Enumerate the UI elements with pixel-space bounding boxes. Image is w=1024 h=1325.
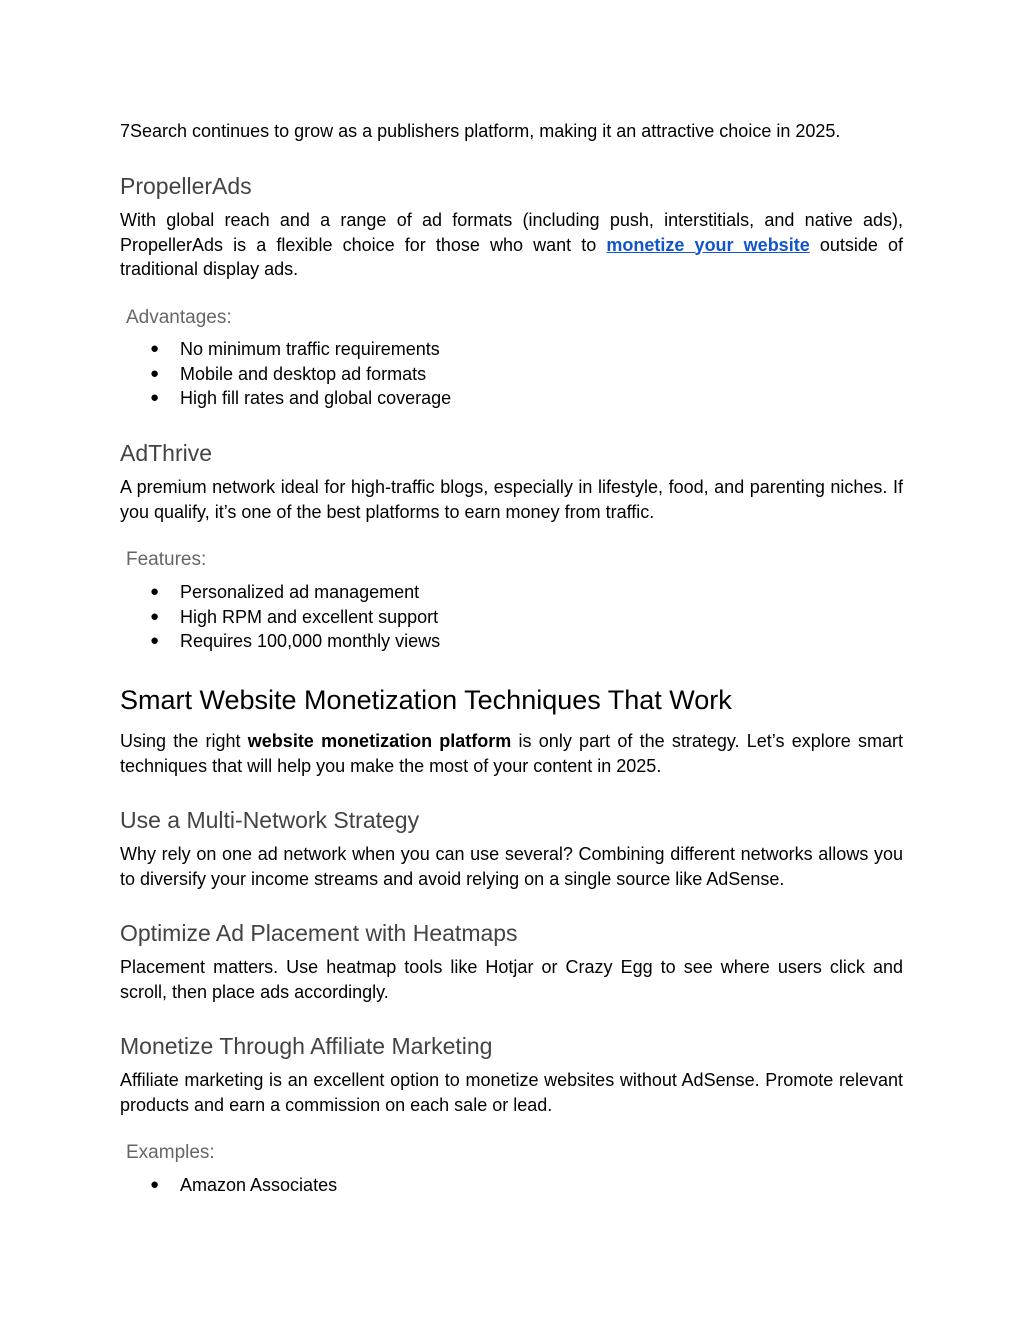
propellerads-text-before: With global reach and a range of ad formats (including push, interstitials, and native ads), PropellerAds is a flexible choice for those who want to [120,210,903,255]
list-item [120,337,903,362]
bullet-icon: ● [150,632,160,649]
monetize-website-link[interactable]: monetize your website [606,234,810,255]
techniques-text [120,729,903,778]
multi-network-heading: Use a Multi-Network Strategy [120,807,420,833]
propellerads-heading-block [120,172,903,200]
features-list [120,580,903,654]
advantages-list [120,337,903,411]
heatmaps-heading: Optimize Ad Placement with Heatmaps [120,920,518,946]
bullet-icon: ● [150,583,160,600]
list-item-text: Amazon Associates [180,1175,338,1195]
adthrive-heading: AdThrive [120,440,213,466]
adthrive-text: A premium network ideal for high-traffic blogs, especially in lifestyle, food, and parenting niches. If you qualify, it’s one of the best platforms to earn money from traffic. [120,477,903,522]
bullet-icon: ● [150,1176,160,1193]
list-item [120,1173,903,1198]
intro-text: 7Search continues to grow as a publishers platform, making it an attractive choice in 2025. [120,121,841,141]
list-item-text: No minimum traffic requirements [180,339,440,359]
propellerads-heading: PropellerAds [120,173,252,199]
bullet-icon: ● [150,607,160,625]
adthrive-heading-block [120,439,903,467]
list-item-text: Requires 100,000 monthly views [180,631,441,651]
techniques-text-before: Using the right [120,731,248,751]
advantages-label: Advantages: [126,307,232,328]
examples-list [120,1173,903,1198]
bullet-icon: ● [150,340,160,357]
advantages-label-block [120,306,903,330]
features-label: Features: [126,549,207,570]
techniques-text-after: is only part of the strategy. Let’s explore smart techniques that will help you make the most of your content in 2025. [120,731,903,776]
affiliate-text: Affiliate marketing is an excellent option to monetize websites without AdSense. Promote relevant products and earn a commission on each sale or lead. [120,1070,903,1115]
examples-list-block [120,1173,903,1198]
techniques-heading-block [120,684,903,716]
list-item [120,605,903,630]
examples-label-block [120,1141,903,1165]
list-item [120,580,903,605]
multi-network-text: Why rely on one ad network when you can use several? Combining different networks allows you to diversify your income streams and avoid relying on a single source like AdSense. [120,844,903,889]
heatmaps-paragraph [120,955,903,1004]
adthrive-paragraph [120,475,903,524]
examples-label: Examples: [126,1142,215,1163]
propellerads-text [120,208,903,282]
heatmaps-heading-block [120,919,903,947]
multi-network-heading-block [120,806,903,834]
advantages-list-block [120,337,903,411]
list-item-text: Personalized ad management [180,582,420,602]
bullet-icon: ● [150,389,160,406]
techniques-paragraph [120,729,903,778]
techniques-heading: Smart Website Monetization Techniques That Work [120,685,732,715]
list-item [120,362,903,387]
affiliate-heading: Monetize Through Affiliate Marketing [120,1033,493,1059]
heatmaps-text: Placement matters. Use heatmap tools like Hotjar or Crazy Egg to see where users click and scroll, then place ads accordingly. [120,957,903,1002]
affiliate-heading-block [120,1032,903,1060]
features-list-block [120,580,903,654]
list-item [120,629,903,654]
list-item [120,386,903,411]
techniques-bold-term: website monetization platform [247,731,512,751]
features-label-block [120,548,903,572]
list-item-text: High RPM and excellent support [180,606,439,627]
propellerads-text-after: outside of traditional display ads. [120,234,903,279]
bullet-icon: ● [150,364,160,382]
list-item-text: High fill rates and global coverage [180,388,452,408]
affiliate-paragraph [120,1068,903,1117]
list-item-text: Mobile and desktop ad formats [180,363,427,384]
propellerads-paragraph [120,208,903,282]
multi-network-paragraph [120,842,903,891]
intro-paragraph [120,119,903,144]
